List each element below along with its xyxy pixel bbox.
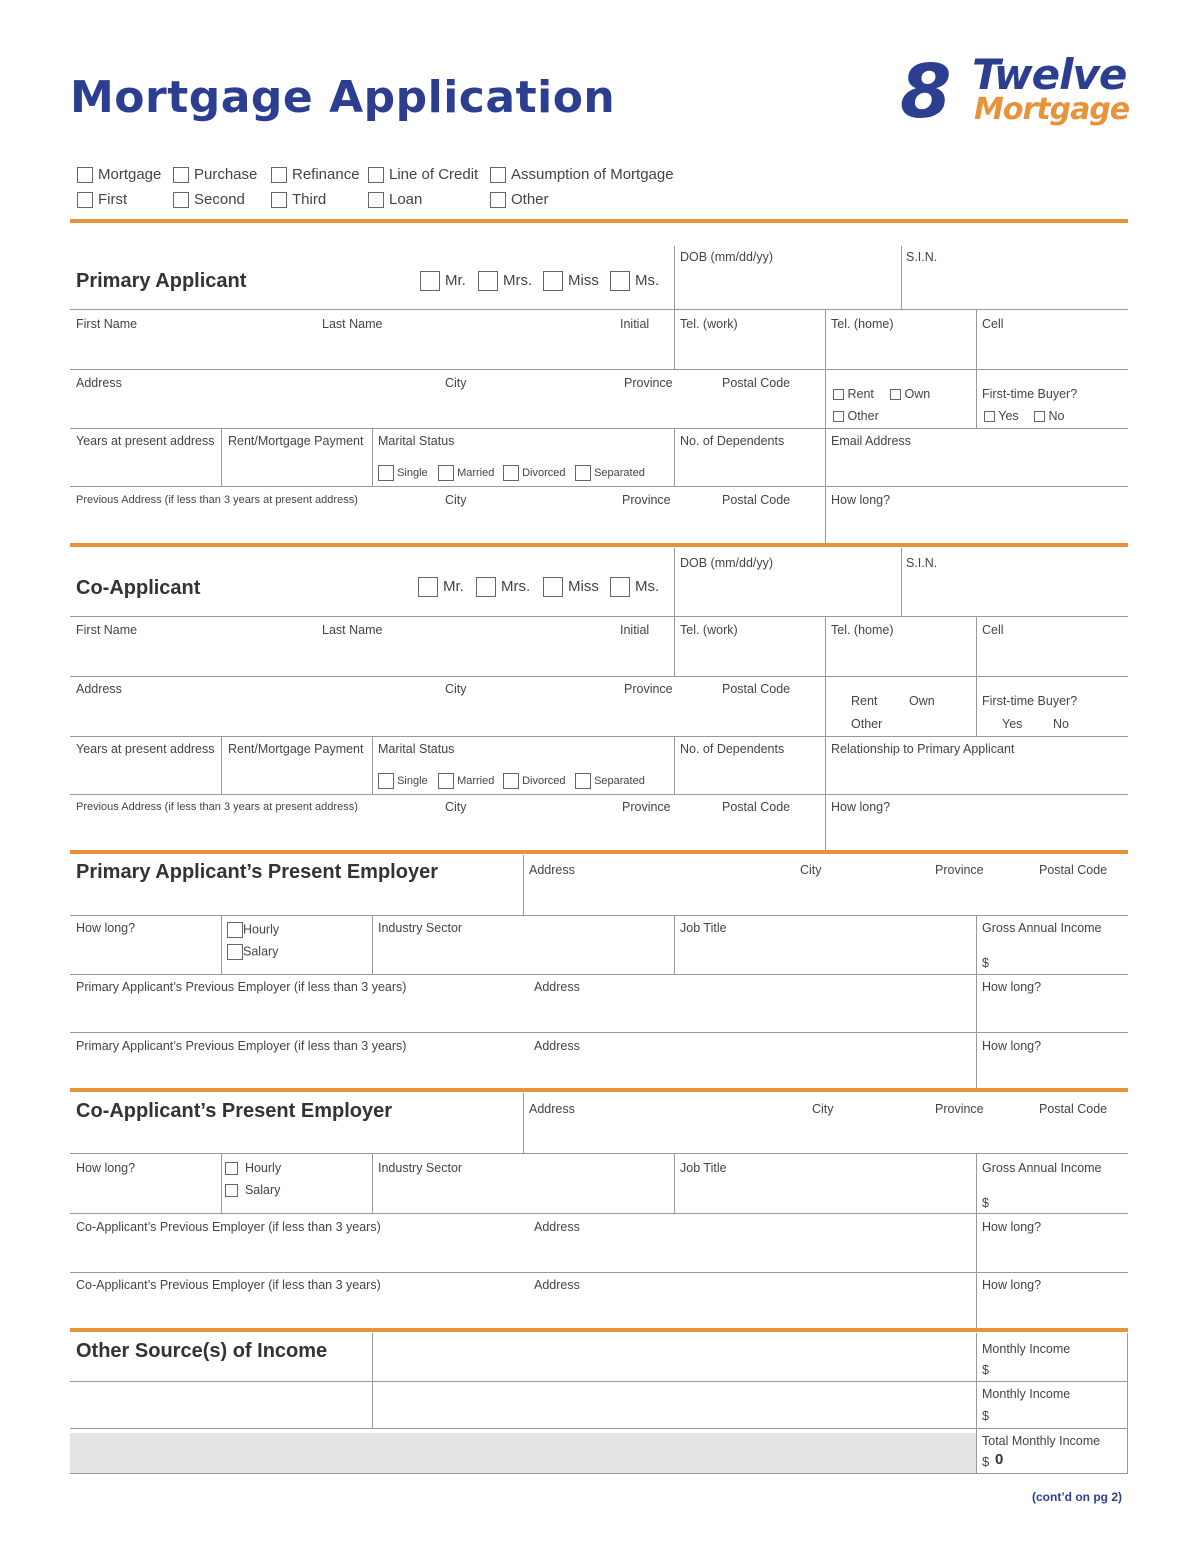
title-mrs[interactable]: Mrs. [478,271,532,291]
first-name-label: First Name [76,317,138,331]
co-employer-heading: Co-Applicant’s Present Employer [76,1100,392,1122]
section-divider [70,1088,1128,1092]
loan-type-refinance[interactable]: Refinance [271,166,360,183]
email-label: Email Address [831,434,911,448]
other-option[interactable]: Other [833,409,879,423]
loan-type-loan[interactable]: Loan [368,191,422,208]
loan-type-other[interactable]: Other [490,191,549,208]
checkbox[interactable] [490,167,506,183]
title-ms[interactable]: Ms. [610,271,659,291]
loan-type-line-of-credit[interactable]: Line of Credit [368,166,478,183]
how-long-label: How long? [831,493,891,507]
total-row-shading [70,1433,976,1473]
total-income-value: 0 [995,1451,1004,1468]
tel-work-label: Tel. (work) [680,317,738,331]
last-name-label: Last Name [322,317,383,331]
checkbox[interactable] [77,192,93,208]
primary-applicant-heading: Primary Applicant [76,270,247,292]
loan-type-purchase[interactable]: Purchase [173,166,257,183]
co-salary-option[interactable]: Salary [225,1183,280,1197]
sin-label: S.I.N. [906,250,938,264]
single-option[interactable]: Single [378,465,428,481]
checkbox[interactable] [173,192,189,208]
total-income-dollar: $ [982,1454,990,1469]
city-label: City [445,376,467,390]
total-income-label: Total Monthly Income [982,1434,1101,1448]
co-title-miss[interactable]: Miss [543,577,599,597]
marital-label: Marital Status [378,434,455,448]
logo-line1: Twelve [972,50,1127,99]
logo-number: 8 [900,49,952,135]
co-other-option[interactable]: Other [851,717,883,731]
co-title-mr[interactable]: Mr. [418,577,464,597]
co-ftb-no[interactable]: No [1053,717,1069,731]
first-time-buyer-label: First-time Buyer? [982,387,1078,401]
co-divorced-option[interactable]: Divorced [503,773,565,789]
co-ftb-yes[interactable]: Yes [1002,717,1023,731]
ftb-yes-option[interactable]: Yes [984,409,1019,423]
other-income-heading: Other Source(s) of Income [76,1340,328,1362]
page-title: Mortgage Application [70,72,616,123]
section-divider [70,219,1128,223]
checkbox[interactable] [173,167,189,183]
loan-type-assumption[interactable]: Assumption of Mortgage [490,166,674,183]
address-label: Address [76,376,122,390]
rent-option[interactable]: Rent [833,387,874,401]
years-label: Years at present address [76,434,215,448]
loan-type-third[interactable]: Third [271,191,326,208]
primary-employer-heading: Primary Applicant’s Present Employer [76,861,438,883]
ftb-no-option[interactable]: No [1034,409,1064,423]
co-married-option[interactable]: Married [438,773,494,789]
checkbox[interactable] [490,192,506,208]
company-logo [900,49,1140,135]
checkbox[interactable] [271,167,287,183]
postal-label: Postal Code [722,376,791,390]
co-rent-option[interactable]: Rent [851,694,878,708]
loan-type-first[interactable]: First [77,191,127,208]
loan-type-mortgage[interactable]: Mortgage [77,166,161,183]
title-miss[interactable]: Miss [543,271,599,291]
checkbox[interactable] [368,192,384,208]
continued-note: (cont’d on pg 2) [1032,1490,1122,1504]
co-applicant-heading: Co-Applicant [76,577,201,599]
prev-address-label: Previous Address (if less than 3 years at present address) [76,494,358,506]
co-single-option[interactable]: Single [378,773,428,789]
logo-line2: Mortgage [974,92,1130,127]
own-option[interactable]: Own [890,387,930,401]
initial-label: Initial [620,317,650,331]
section-divider [70,1328,1128,1332]
co-own-option[interactable]: Own [909,694,935,708]
divorced-option[interactable]: Divorced [503,465,565,481]
tel-home-label: Tel. (home) [831,317,894,331]
co-title-ms[interactable]: Ms. [610,577,659,597]
separated-option[interactable]: Separated [575,465,645,481]
checkbox[interactable] [368,167,384,183]
married-option[interactable]: Married [438,465,494,481]
section-divider [70,543,1128,547]
co-separated-option[interactable]: Separated [575,773,645,789]
co-hourly-option[interactable]: Hourly [225,1161,281,1175]
title-mr[interactable]: Mr. [420,271,466,291]
salary-option[interactable]: Salary [227,944,278,960]
cell-label: Cell [982,317,1004,331]
checkbox[interactable] [271,192,287,208]
dob-label: DOB (mm/dd/yy) [680,250,774,264]
co-title-mrs[interactable]: Mrs. [476,577,530,597]
province-label: Province [624,376,673,390]
section-divider [70,850,1128,854]
dependents-label: No. of Dependents [680,434,785,448]
relationship-label: Relationship to Primary Applicant [831,742,1015,756]
loan-type-second[interactable]: Second [173,191,245,208]
payment-label: Rent/Mortgage Payment [228,434,364,448]
hourly-option[interactable]: Hourly [227,922,279,938]
checkbox[interactable] [77,167,93,183]
